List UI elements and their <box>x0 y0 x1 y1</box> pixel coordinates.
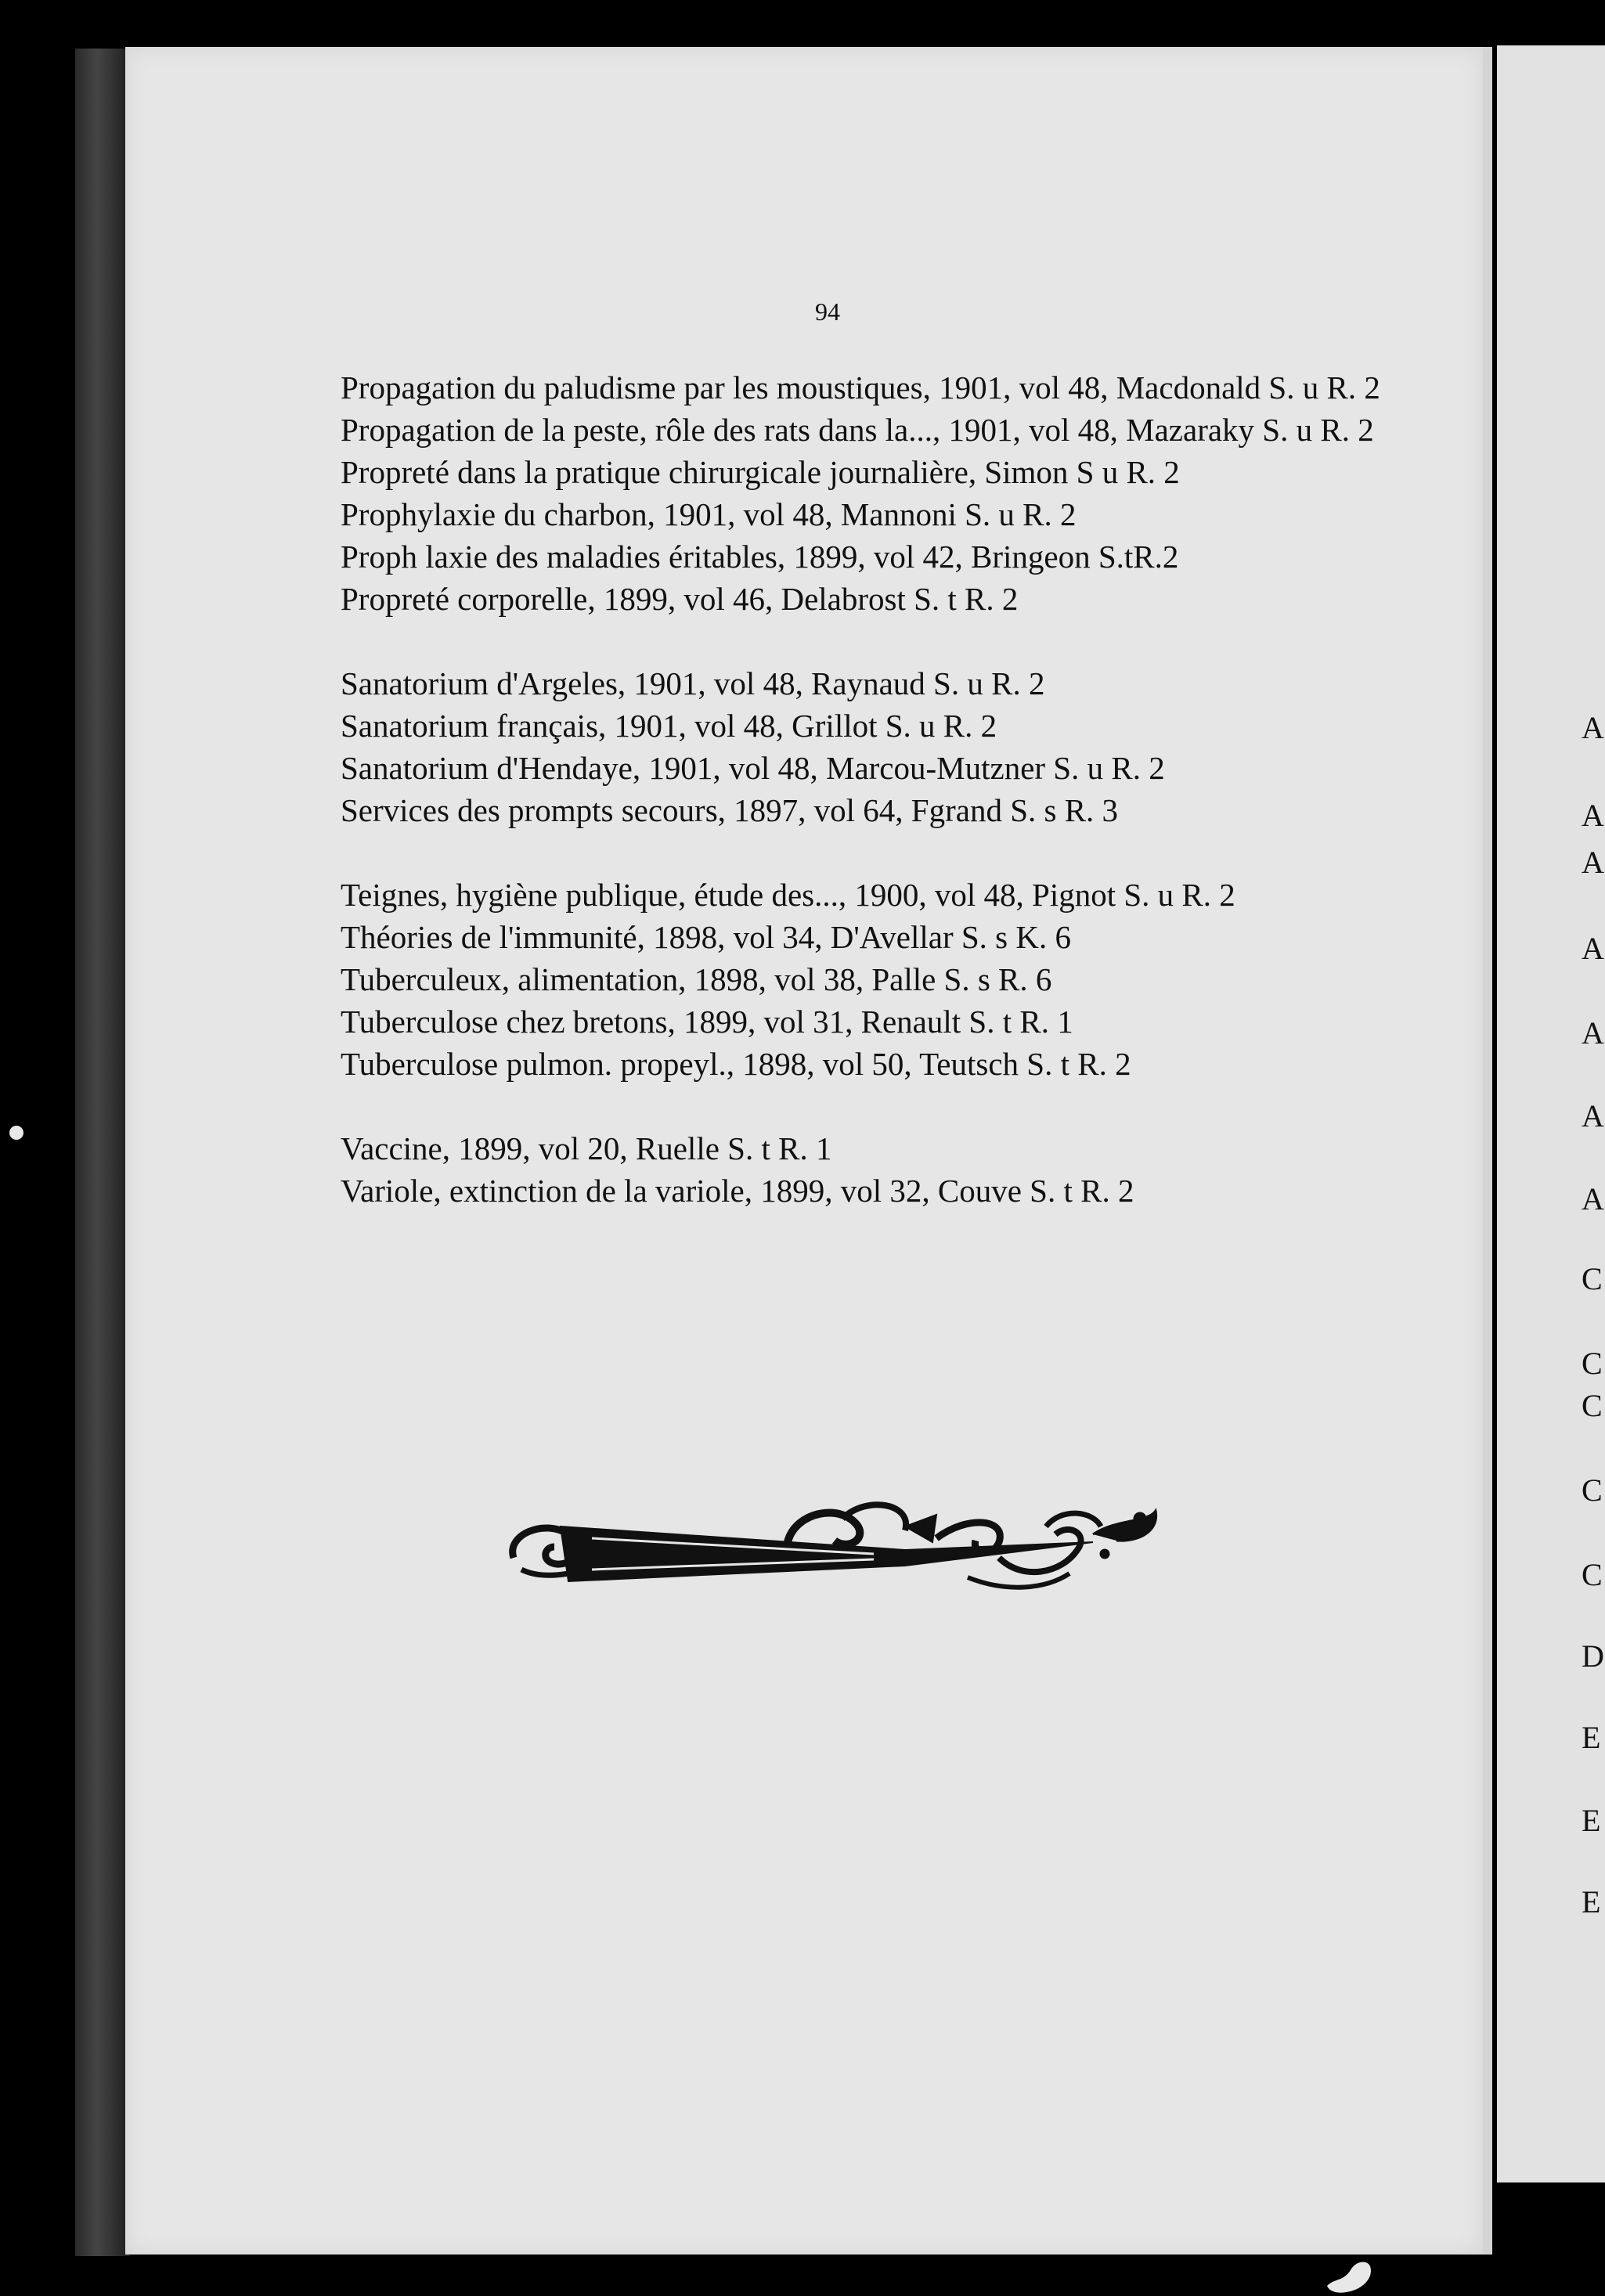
margin-letter: A <box>1582 1181 1604 1216</box>
margin-letter: A <box>1582 845 1604 880</box>
margin-letter: A <box>1582 710 1604 745</box>
index-entry: Propagation de la peste, rôle des rats dans la..., 1901, vol 48, Mazaraky S. u R. 2 <box>341 412 1374 448</box>
scan-speck <box>9 1126 23 1140</box>
book-spine <box>75 49 130 2256</box>
page-number: 94 <box>815 297 840 326</box>
index-entry: Propreté dans la pratique chirurgicale journalière, Simon S u R. 2 <box>341 454 1180 490</box>
margin-letter: C <box>1582 1388 1603 1423</box>
margin-letter: A <box>1582 1015 1604 1051</box>
index-entry: Théories de l'immunité, 1898, vol 34, D'Avellar S. s K. 6 <box>341 919 1071 955</box>
margin-letter: C <box>1582 1472 1603 1508</box>
index-entry: Teignes, hygiène publique, étude des..., 1900, vol 48, Pignot S. u R. 2 <box>341 877 1235 913</box>
index-group-v <box>341 1127 1531 1212</box>
margin-letter: C <box>1582 1557 1603 1592</box>
index-content <box>341 366 1531 1254</box>
adjacent-page-margin <box>1582 0 1605 2296</box>
margin-letter: E <box>1582 1803 1601 1838</box>
index-entry: Vaccine, 1899, vol 20, Ruelle S. t R. 1 <box>341 1130 832 1166</box>
index-entry: Tuberculose pulmon. propeyl., 1898, vol 50, Teutsch S. t R. 2 <box>341 1046 1131 1082</box>
margin-letter: E <box>1582 1884 1601 1919</box>
index-group-s <box>341 662 1531 831</box>
index-entry: Variole, extinction de la variole, 1899, vol 32, Couve S. t R. 2 <box>341 1173 1134 1209</box>
ornament-icon <box>498 1495 1179 1605</box>
index-entry: Tuberculeux, alimentation, 1898, vol 38, Palle S. s R. 6 <box>341 961 1052 997</box>
index-entry: Proph laxie des maladies éritables, 1899, vol 42, Bringeon S.tR.2 <box>341 539 1179 575</box>
index-entry: Sanatorium d'Hendaye, 1901, vol 48, Marcou-Mutzner S. u R. 2 <box>341 750 1165 786</box>
book-page <box>125 47 1483 2255</box>
margin-letter: E <box>1582 1720 1601 1755</box>
margin-letter: C <box>1582 1261 1603 1296</box>
index-entry: Sanatorium français, 1901, vol 48, Grillot S. u R. 2 <box>341 708 997 744</box>
margin-letter: A <box>1582 1098 1604 1134</box>
page-edge <box>1483 47 1492 2255</box>
index-entry: Sanatorium d'Argeles, 1901, vol 48, Raynaud S. u R. 2 <box>341 665 1045 701</box>
index-entry: Services des prompts secours, 1897, vol 64, Fgrand S. s R. 3 <box>341 792 1119 828</box>
margin-letter: A <box>1582 931 1604 966</box>
margin-letter: C <box>1582 1346 1603 1381</box>
index-group-t <box>341 874 1531 1085</box>
scan-blot <box>1323 2247 1378 2294</box>
index-group-p <box>341 366 1531 620</box>
margin-letter: D <box>1582 1638 1604 1674</box>
index-entry: Tuberculose chez bretons, 1899, vol 31, Renault S. t R. 1 <box>341 1004 1073 1040</box>
index-entry: Propreté corporelle, 1899, vol 46, Delabrost S. t R. 2 <box>341 581 1019 617</box>
index-entry: Prophylaxie du charbon, 1901, vol 48, Mannoni S. u R. 2 <box>341 496 1077 532</box>
index-entry: Propagation du paludisme par les moustiques, 1901, vol 48, Macdonald S. u R. 2 <box>341 369 1380 405</box>
margin-letter: A <box>1582 798 1604 833</box>
